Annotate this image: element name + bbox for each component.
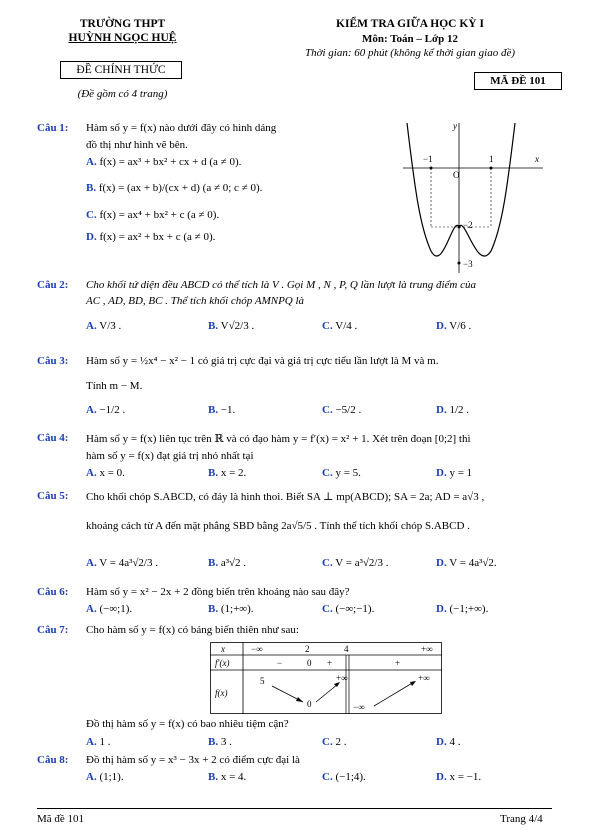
q2-option-a[interactable]: A. V/3 . (86, 320, 122, 332)
q2-option-b[interactable]: B. V√2/3 . (208, 320, 255, 332)
footer-divider (37, 808, 552, 809)
q7-text: Cho hàm số y = f(x) có bảng biến thiên như sau: (86, 624, 299, 636)
q7-option-b[interactable]: B. 3 . (208, 736, 232, 748)
q1-option-c[interactable]: C. f(x) = ax⁴ + bx² + c (a ≠ 0). (86, 209, 220, 221)
q5-option-a[interactable]: A. V = 4a³√2/3 . (86, 557, 158, 569)
school-line2: HUỲNH NGỌC HUỆ (68, 32, 177, 44)
q4-option-a[interactable]: A. x = 0. (86, 467, 125, 479)
arrow-up (374, 682, 414, 706)
q7-variation-table (210, 642, 442, 714)
graph-label-m2: −2 (463, 220, 473, 230)
graph-label-o: O (453, 170, 460, 180)
table-sign: 0 (307, 658, 312, 668)
q8-option-b[interactable]: B. x = 4. (208, 771, 247, 783)
q7-question: Đồ thị hàm số y = f(x) có bao nhiêu tiệm cận? (86, 718, 289, 730)
exam-code-box: MÃ ĐỀ 101 (474, 72, 562, 90)
q2-label: Câu 2: (37, 279, 69, 291)
q3-label: Câu 3: (37, 355, 69, 367)
q4-option-d[interactable]: D. y = 1 (436, 467, 473, 479)
exam-time: Thời gian: 60 phút (không kể thời gian giao đề) (304, 47, 516, 59)
q4-option-c[interactable]: C. y = 5. (322, 467, 361, 479)
q1-option-d[interactable]: D. f(x) = ax² + bx + c (a ≠ 0). (86, 231, 216, 243)
q4-option-b[interactable]: B. x = 2. (208, 467, 247, 479)
footer-page: Trang 4/4 (500, 813, 543, 825)
table-sign: − (277, 658, 283, 668)
table-x-label: x (221, 644, 225, 654)
q6-text: Hàm số y = x² − 2x + 2 đồng biến trên khoảng nào sau đây? (86, 586, 350, 598)
q5-text: Cho khối chóp S.ABCD, có đáy là hình thoi. Biết SA ⊥ mp(ABCD); SA = 2a; AD = a√3 , (86, 491, 485, 503)
q1-graph (395, 115, 550, 275)
q2-text: Cho khối tứ diện đều ABCD có thể tích là V . Gọi M , N , P, Q lần lượt là trung điểm của (86, 279, 477, 291)
footer-code: Mã đề 101 (37, 813, 85, 825)
table-x-val: +∞ (421, 644, 433, 654)
table-f-val: +∞ (418, 673, 430, 683)
q8-label: Câu 8: (37, 754, 69, 766)
q1-text2: đồ thị như hình vẽ bên. (86, 139, 188, 151)
q2-option-d[interactable]: D. V/6 . (436, 320, 472, 332)
q7-option-a[interactable]: A. 1 . (86, 736, 111, 748)
arrow-up (316, 684, 338, 702)
q1-option-b[interactable]: B. f(x) = (ax + b)/(cx + d) (a ≠ 0; c ≠ 0). (86, 182, 263, 194)
table-sign: + (395, 658, 401, 668)
q6-option-c[interactable]: C. (−∞;−1). (322, 603, 375, 615)
q6-option-b[interactable]: B. (1;+∞). (208, 603, 254, 615)
q4-label: Câu 4: (37, 432, 69, 444)
subject: Môn: Toán – Lớp 12 (362, 33, 458, 45)
q8-option-d[interactable]: D. x = −1. (436, 771, 482, 783)
graph-label-x: x (535, 154, 539, 164)
table-f-val: −∞ (353, 702, 365, 712)
q6-option-d[interactable]: D. (−1;+∞). (436, 603, 489, 615)
graph-label-m1: −1 (423, 154, 433, 164)
table-sign: + (327, 658, 333, 668)
q1-option-a[interactable]: A. f(x) = ax³ + bx² + cx + d (a ≠ 0). (86, 156, 242, 168)
q4-text: Hàm số y = f(x) liên tục trên ℝ và có đạo hàm y = f′(x) = x² + 1. Xét trên đoạn [0;2] thì (86, 433, 471, 445)
q6-option-a[interactable]: A. (−∞;1). (86, 603, 133, 615)
table-f-val: 0 (307, 699, 312, 709)
q5-label: Câu 5: (37, 490, 69, 502)
q7-option-d[interactable]: D. 4 . (436, 736, 461, 748)
q3-text2: Tính m − M. (86, 380, 143, 392)
q5-option-b[interactable]: B. a³√2 . (208, 557, 247, 569)
q8-option-a[interactable]: A. (1;1). (86, 771, 124, 783)
q6-label: Câu 6: (37, 586, 69, 598)
q5-option-d[interactable]: D. V = 4a³√2. (436, 557, 497, 569)
table-x-val: 2 (305, 644, 310, 654)
table-x-val: 4 (344, 644, 349, 654)
school-line1: TRƯỜNG THPT (79, 18, 166, 30)
q3-option-a[interactable]: A. −1/2 . (86, 404, 126, 416)
graph-label-p1: 1 (489, 154, 494, 164)
graph-label-m3: −3 (463, 259, 473, 269)
q4-text2: hàm số y = f(x) đạt giá trị nhỏ nhất tại (86, 450, 254, 462)
q7-option-c[interactable]: C. 2 . (322, 736, 347, 748)
table-fp-label: f′(x) (215, 658, 230, 668)
q7-label: Câu 7: (37, 624, 69, 636)
q8-option-c[interactable]: C. (−1;4). (322, 771, 366, 783)
q5-option-c[interactable]: C. V = a³√2/3 . (322, 557, 389, 569)
q3-text: Hàm số y = ½x⁴ − x² − 1 có giá trị cực đại và giá trị cực tiểu lần lượt là M và m. (86, 355, 439, 367)
q3-option-d[interactable]: D. 1/2 . (436, 404, 470, 416)
q3-option-b[interactable]: B. −1. (208, 404, 236, 416)
q1-text: Hàm số y = f(x) nào dưới đây có hình dáng (86, 122, 277, 134)
graph-label-y: y (453, 121, 457, 131)
curve (407, 123, 515, 256)
q2-option-c[interactable]: C. V/4 . (322, 320, 358, 332)
table-f-val: +∞ (336, 673, 348, 683)
table-f-val: 5 (260, 676, 265, 686)
q8-text: Đồ thị hàm số y = x³ − 3x + 2 có điểm cực đại là (86, 754, 300, 766)
table-x-val: −∞ (251, 644, 263, 654)
q2-text2: AC , AD, BD, BC . Thể tích khối chóp AMNPQ là (86, 295, 305, 307)
table-f-label: f(x) (215, 688, 228, 698)
exam-title: KIỂM TRA GIỮA HỌC KỲ I (336, 18, 484, 30)
q1-label: Câu 1: (37, 122, 69, 134)
q3-option-c[interactable]: C. −5/2 . (322, 404, 362, 416)
official-box: ĐỀ CHÍNH THỨC (60, 61, 182, 79)
q5-text2: khoảng cách từ A đến mặt phẳng SBD bằng 2a√5/5 . Tính thể tích khối chóp S.ABCD . (86, 520, 470, 532)
pages-note: (Đề gồm có 4 trang) (77, 88, 168, 100)
